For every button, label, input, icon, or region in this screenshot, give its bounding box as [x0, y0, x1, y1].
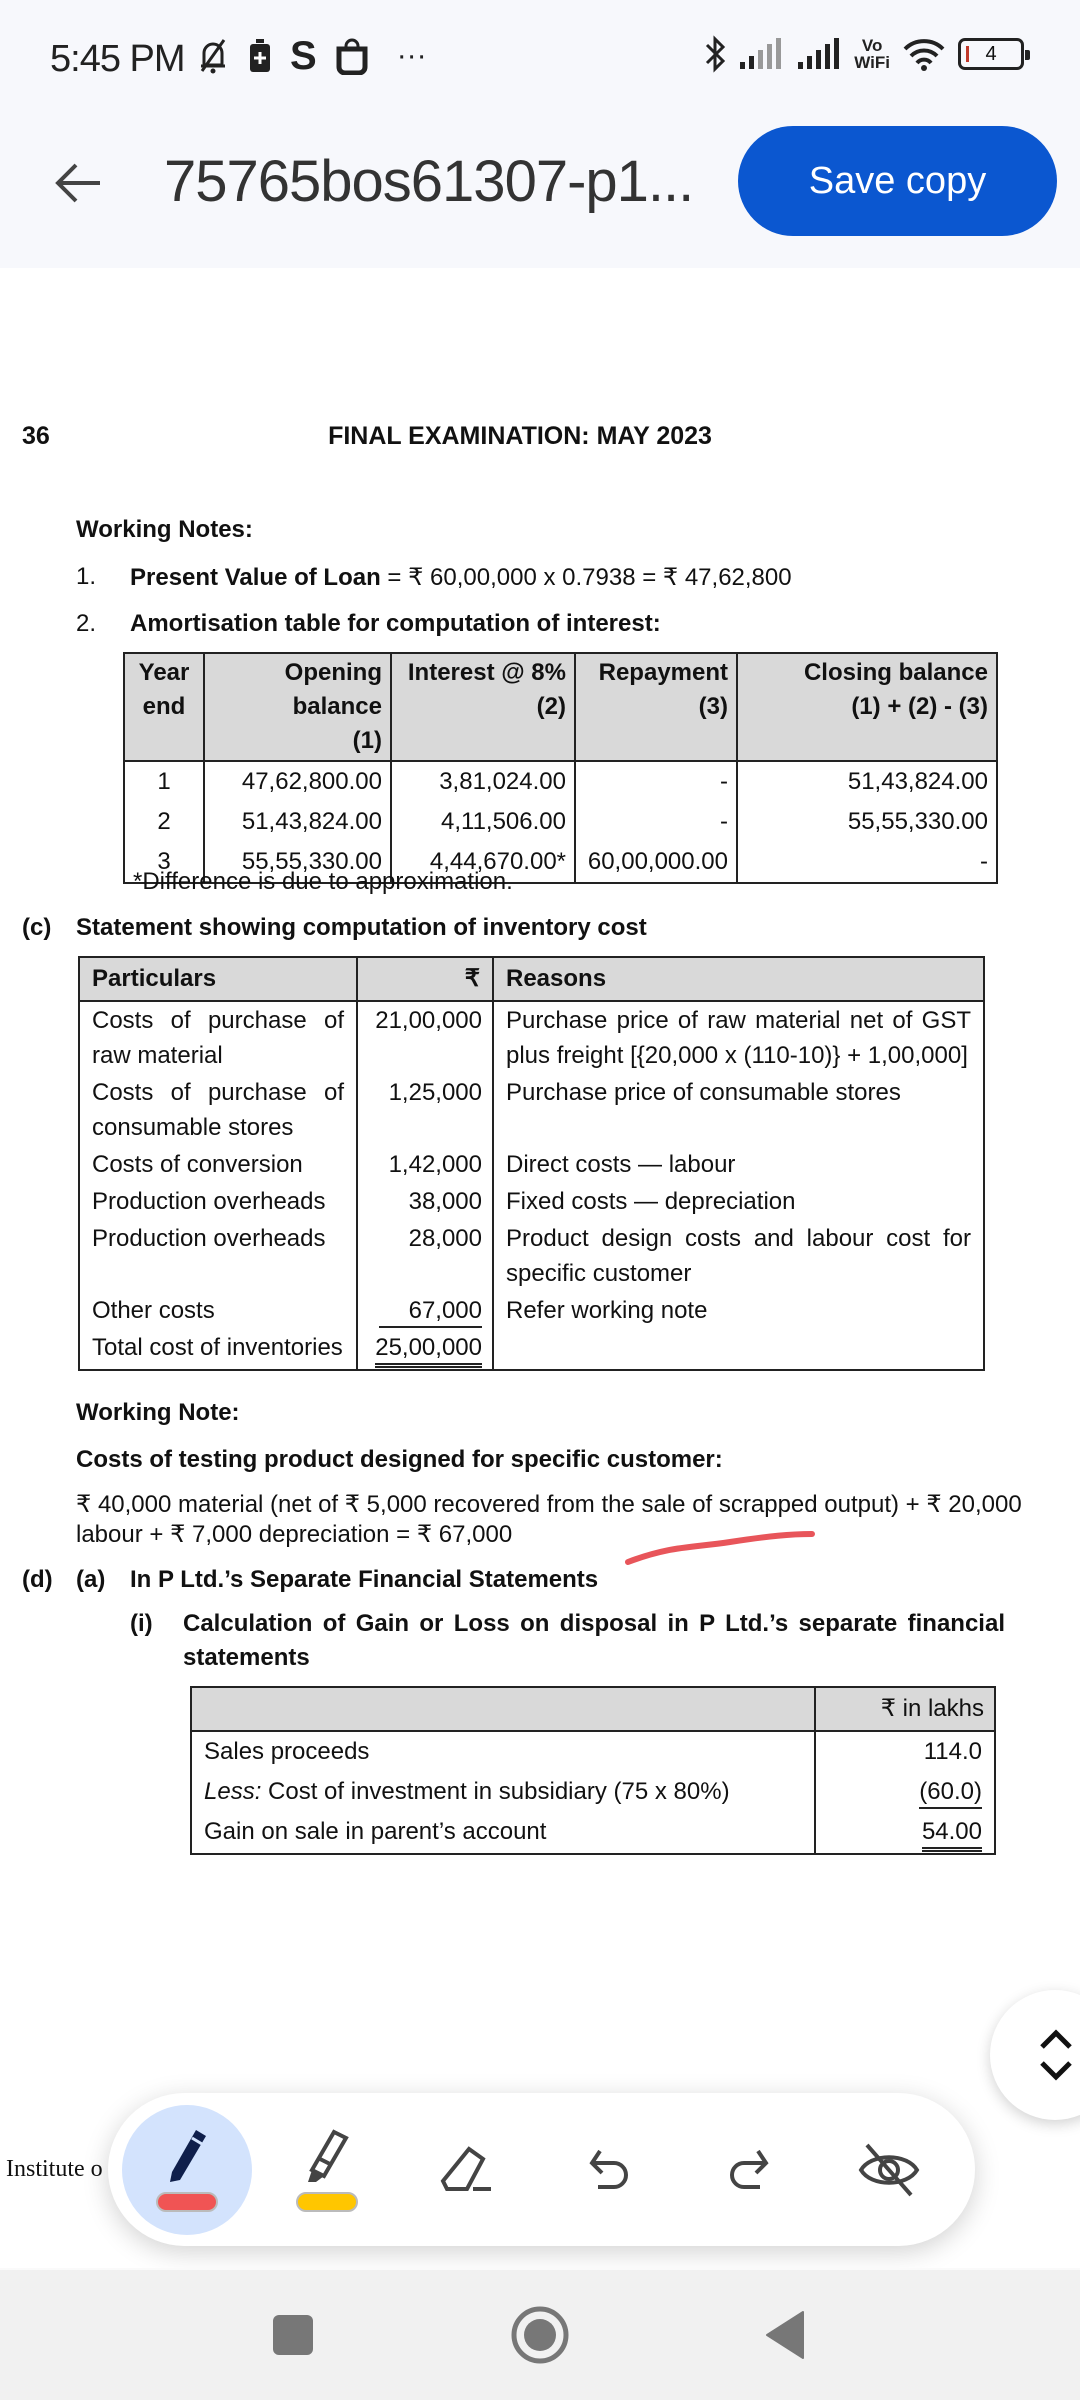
amount: 1,42,000: [357, 1146, 493, 1183]
cell: -: [575, 802, 737, 842]
page-number: 36: [22, 422, 50, 450]
header-blank: [191, 1687, 815, 1731]
chevron-down-icon: [1042, 2063, 1070, 2077]
amort-header-row: [124, 653, 997, 761]
red-pen-annotation: [620, 1530, 820, 1570]
highlighter-icon: [302, 2128, 352, 2184]
shopping-bag-icon: [335, 37, 369, 75]
amortisation-table: [123, 652, 998, 884]
gain-header-row: [191, 1687, 995, 1731]
table-row: [79, 1220, 984, 1292]
amount: 1,25,000: [357, 1074, 493, 1146]
particular: Production overheads: [92, 1188, 326, 1215]
annotation-toolbar: [108, 2093, 975, 2246]
sub-i-title-line2: statements: [183, 1644, 310, 1671]
cell: 2: [157, 808, 171, 835]
gain-label: Sales proceeds: [204, 1738, 370, 1765]
header-closing-balance: Closing balance (1) + (2) - (3): [737, 653, 997, 761]
back-button[interactable]: [730, 2280, 840, 2390]
highlighter-tool-button[interactable]: [272, 2093, 382, 2246]
cell: -: [737, 842, 997, 883]
amount: [357, 1329, 493, 1370]
battery-saver-icon: [248, 38, 272, 74]
reason: Product design costs and labour cost for specific customer: [493, 1220, 984, 1292]
system-navigation-bar: [0, 2268, 1080, 2400]
bell-off-icon: [196, 37, 230, 75]
pen-icon: [162, 2128, 212, 2184]
particular: Costs of purchase of consumable stores: [92, 1079, 344, 1141]
eraser-icon: [437, 2145, 497, 2195]
table-row: [79, 1001, 984, 1074]
pen-color-swatch[interactable]: [156, 2192, 218, 2212]
amount: [357, 1292, 493, 1329]
table-row: [191, 1731, 995, 1772]
working-note-subheading: Costs of testing product designed for specific customer:: [76, 1446, 723, 1473]
battery-level: 4: [985, 42, 997, 65]
vowifi-top: Vo: [861, 36, 883, 55]
amount: 38,000: [357, 1183, 493, 1220]
working-note-line1: ₹ 40,000 material (net of ₹ 5,000 recovered from the sale of scrapped output) + ₹ 20,000: [76, 1491, 1022, 1518]
s-app-icon: S: [290, 34, 317, 78]
eraser-tool-button[interactable]: [412, 2093, 522, 2246]
redo-icon: [724, 2145, 774, 2195]
table-row: [124, 761, 997, 802]
note1-number: 1.: [76, 563, 97, 590]
reason: Purchase price of consumable stores: [493, 1074, 984, 1146]
footnote: *Difference is due to approximation.: [133, 868, 513, 895]
sub-i-title-line1: Calculation of Gain or Loss on disposal in P Ltd.’s separate financial: [183, 1610, 1005, 1637]
sub-i-label: (i): [130, 1610, 153, 1637]
exam-header: FINAL EXAMINATION: MAY 2023: [328, 422, 712, 450]
gain-on-disposal-table: [190, 1686, 996, 1855]
wifi-icon: [902, 36, 946, 72]
save-copy-button[interactable]: Save copy: [738, 126, 1057, 236]
inv-header-row: [79, 957, 984, 1001]
table-row: [79, 1146, 984, 1183]
section-d-label: (d): [22, 1566, 53, 1593]
particular: Costs of purchase of raw material: [92, 1007, 344, 1069]
cell: -: [575, 761, 737, 802]
cell: 47,62,800.00: [204, 761, 391, 802]
recents-icon: [271, 2313, 315, 2357]
amount: 28,000: [357, 1220, 493, 1292]
arrow-left-icon: [54, 161, 104, 205]
note1-text: [130, 563, 792, 592]
recents-button[interactable]: [238, 2280, 348, 2390]
bluetooth-icon: [704, 34, 726, 74]
section-c-label: (c): [22, 914, 52, 941]
cell: 60,00,000.00: [575, 842, 737, 883]
cell: 1: [157, 768, 171, 795]
amount-underlined: 67,000: [379, 1296, 482, 1328]
particular: Other costs: [92, 1297, 215, 1324]
table-row: [79, 1074, 984, 1146]
status-time: 5:45 PM: [50, 38, 185, 80]
document-page: [0, 268, 1080, 2268]
pen-tool-button[interactable]: [132, 2093, 242, 2246]
chevron-up-icon: [1042, 2033, 1070, 2047]
header-rupee: ₹: [357, 957, 493, 1001]
cell: 4,44,670.00*: [391, 842, 575, 883]
hide-annotations-button[interactable]: [834, 2093, 944, 2246]
vowifi-bottom: WiFi: [854, 53, 890, 72]
cell: 55,55,330.00: [204, 842, 391, 883]
note2-number: 2.: [76, 610, 97, 637]
header-year-end: Year end: [124, 653, 204, 761]
document-title: 75765bos61307-p1...: [164, 149, 694, 214]
cell: 4,11,506.00: [391, 802, 575, 842]
table-row: [191, 1772, 995, 1812]
working-note-heading: Working Note:: [76, 1399, 240, 1426]
top-bar: [0, 0, 1080, 268]
table-row-total: [79, 1329, 984, 1370]
highlighter-color-swatch[interactable]: [296, 2192, 358, 2212]
gain-label: Gain on sale in parent’s account: [204, 1818, 547, 1845]
amount-total: 25,00,000: [375, 1333, 482, 1368]
header-unit: ₹ in lakhs: [815, 1687, 995, 1731]
cell: 51,43,824.00: [204, 802, 391, 842]
table-row: [79, 1183, 984, 1220]
table-row: [79, 1292, 984, 1329]
home-button[interactable]: [485, 2280, 595, 2390]
reason: [493, 1329, 984, 1370]
section-d-sub-label: (a): [76, 1566, 106, 1593]
status-icons-right: [704, 34, 1024, 74]
note1-bold: Present Value of Loan: [130, 564, 381, 591]
redo-button[interactable]: [694, 2093, 804, 2246]
signal-1-icon: [738, 38, 784, 70]
reason: Fixed costs — depreciation: [493, 1183, 984, 1220]
status-icons-left: [196, 36, 427, 76]
undo-icon: [584, 2145, 634, 2195]
header-particulars: Particulars: [79, 957, 357, 1001]
gain-value: 54.00: [815, 1812, 995, 1854]
page-footer-text: Institute o: [6, 2156, 103, 2182]
home-icon: [510, 2305, 570, 2365]
working-notes-heading: Working Notes:: [76, 516, 253, 543]
particular: Costs of conversion: [92, 1151, 303, 1178]
back-icon: [763, 2310, 807, 2360]
back-arrow-button[interactable]: [44, 148, 114, 218]
undo-button[interactable]: [554, 2093, 664, 2246]
cell: 3: [157, 848, 171, 875]
cell: 55,55,330.00: [737, 802, 997, 842]
gain-value: (60.0): [815, 1772, 995, 1812]
section-d-title: In P Ltd.’s Separate Financial Statements: [130, 1566, 599, 1593]
more-dots-icon: ···: [396, 39, 427, 72]
cell: 51,43,824.00: [737, 761, 997, 802]
working-note-line2: labour + ₹ 7,000 depreciation = ₹ 67,000: [76, 1521, 513, 1548]
reason: Refer working note: [493, 1292, 984, 1329]
reason: Purchase price of raw material net of GST plus freight [{20,000 x (110-10)} + 1,00,000]: [493, 1001, 984, 1074]
gain-label: Less: Cost of investment in subsidiary (75 x 80%): [204, 1778, 730, 1805]
particular: Production overheads: [92, 1225, 326, 1252]
header-repayment: Repayment (3): [575, 653, 737, 761]
battery-icon: [958, 38, 1024, 70]
table-row: [191, 1812, 995, 1854]
header-opening-balance: Opening balance (1): [204, 653, 391, 761]
hide-annotations-icon: [857, 2141, 921, 2199]
gain-value: 114.0: [815, 1731, 995, 1772]
header-interest: Interest @ 8% (2): [391, 653, 575, 761]
cell: 3,81,024.00: [391, 761, 575, 802]
vowifi-icon: [854, 37, 890, 71]
signal-2-icon: [796, 38, 842, 70]
table-row: [124, 802, 997, 842]
section-c-title: Statement showing computation of inventory cost: [76, 914, 647, 941]
amount: 21,00,000: [357, 1001, 493, 1074]
note2-text: Amortisation table for computation of interest:: [130, 610, 661, 637]
particular: Total cost of inventories: [92, 1334, 343, 1361]
inventory-cost-table: [78, 956, 985, 1371]
header-reasons: Reasons: [493, 957, 984, 1001]
reason: Direct costs — labour: [493, 1146, 984, 1183]
note1-rest: = ₹ 60,00,000 x 0.7938 = ₹ 47,62,800: [380, 564, 792, 591]
